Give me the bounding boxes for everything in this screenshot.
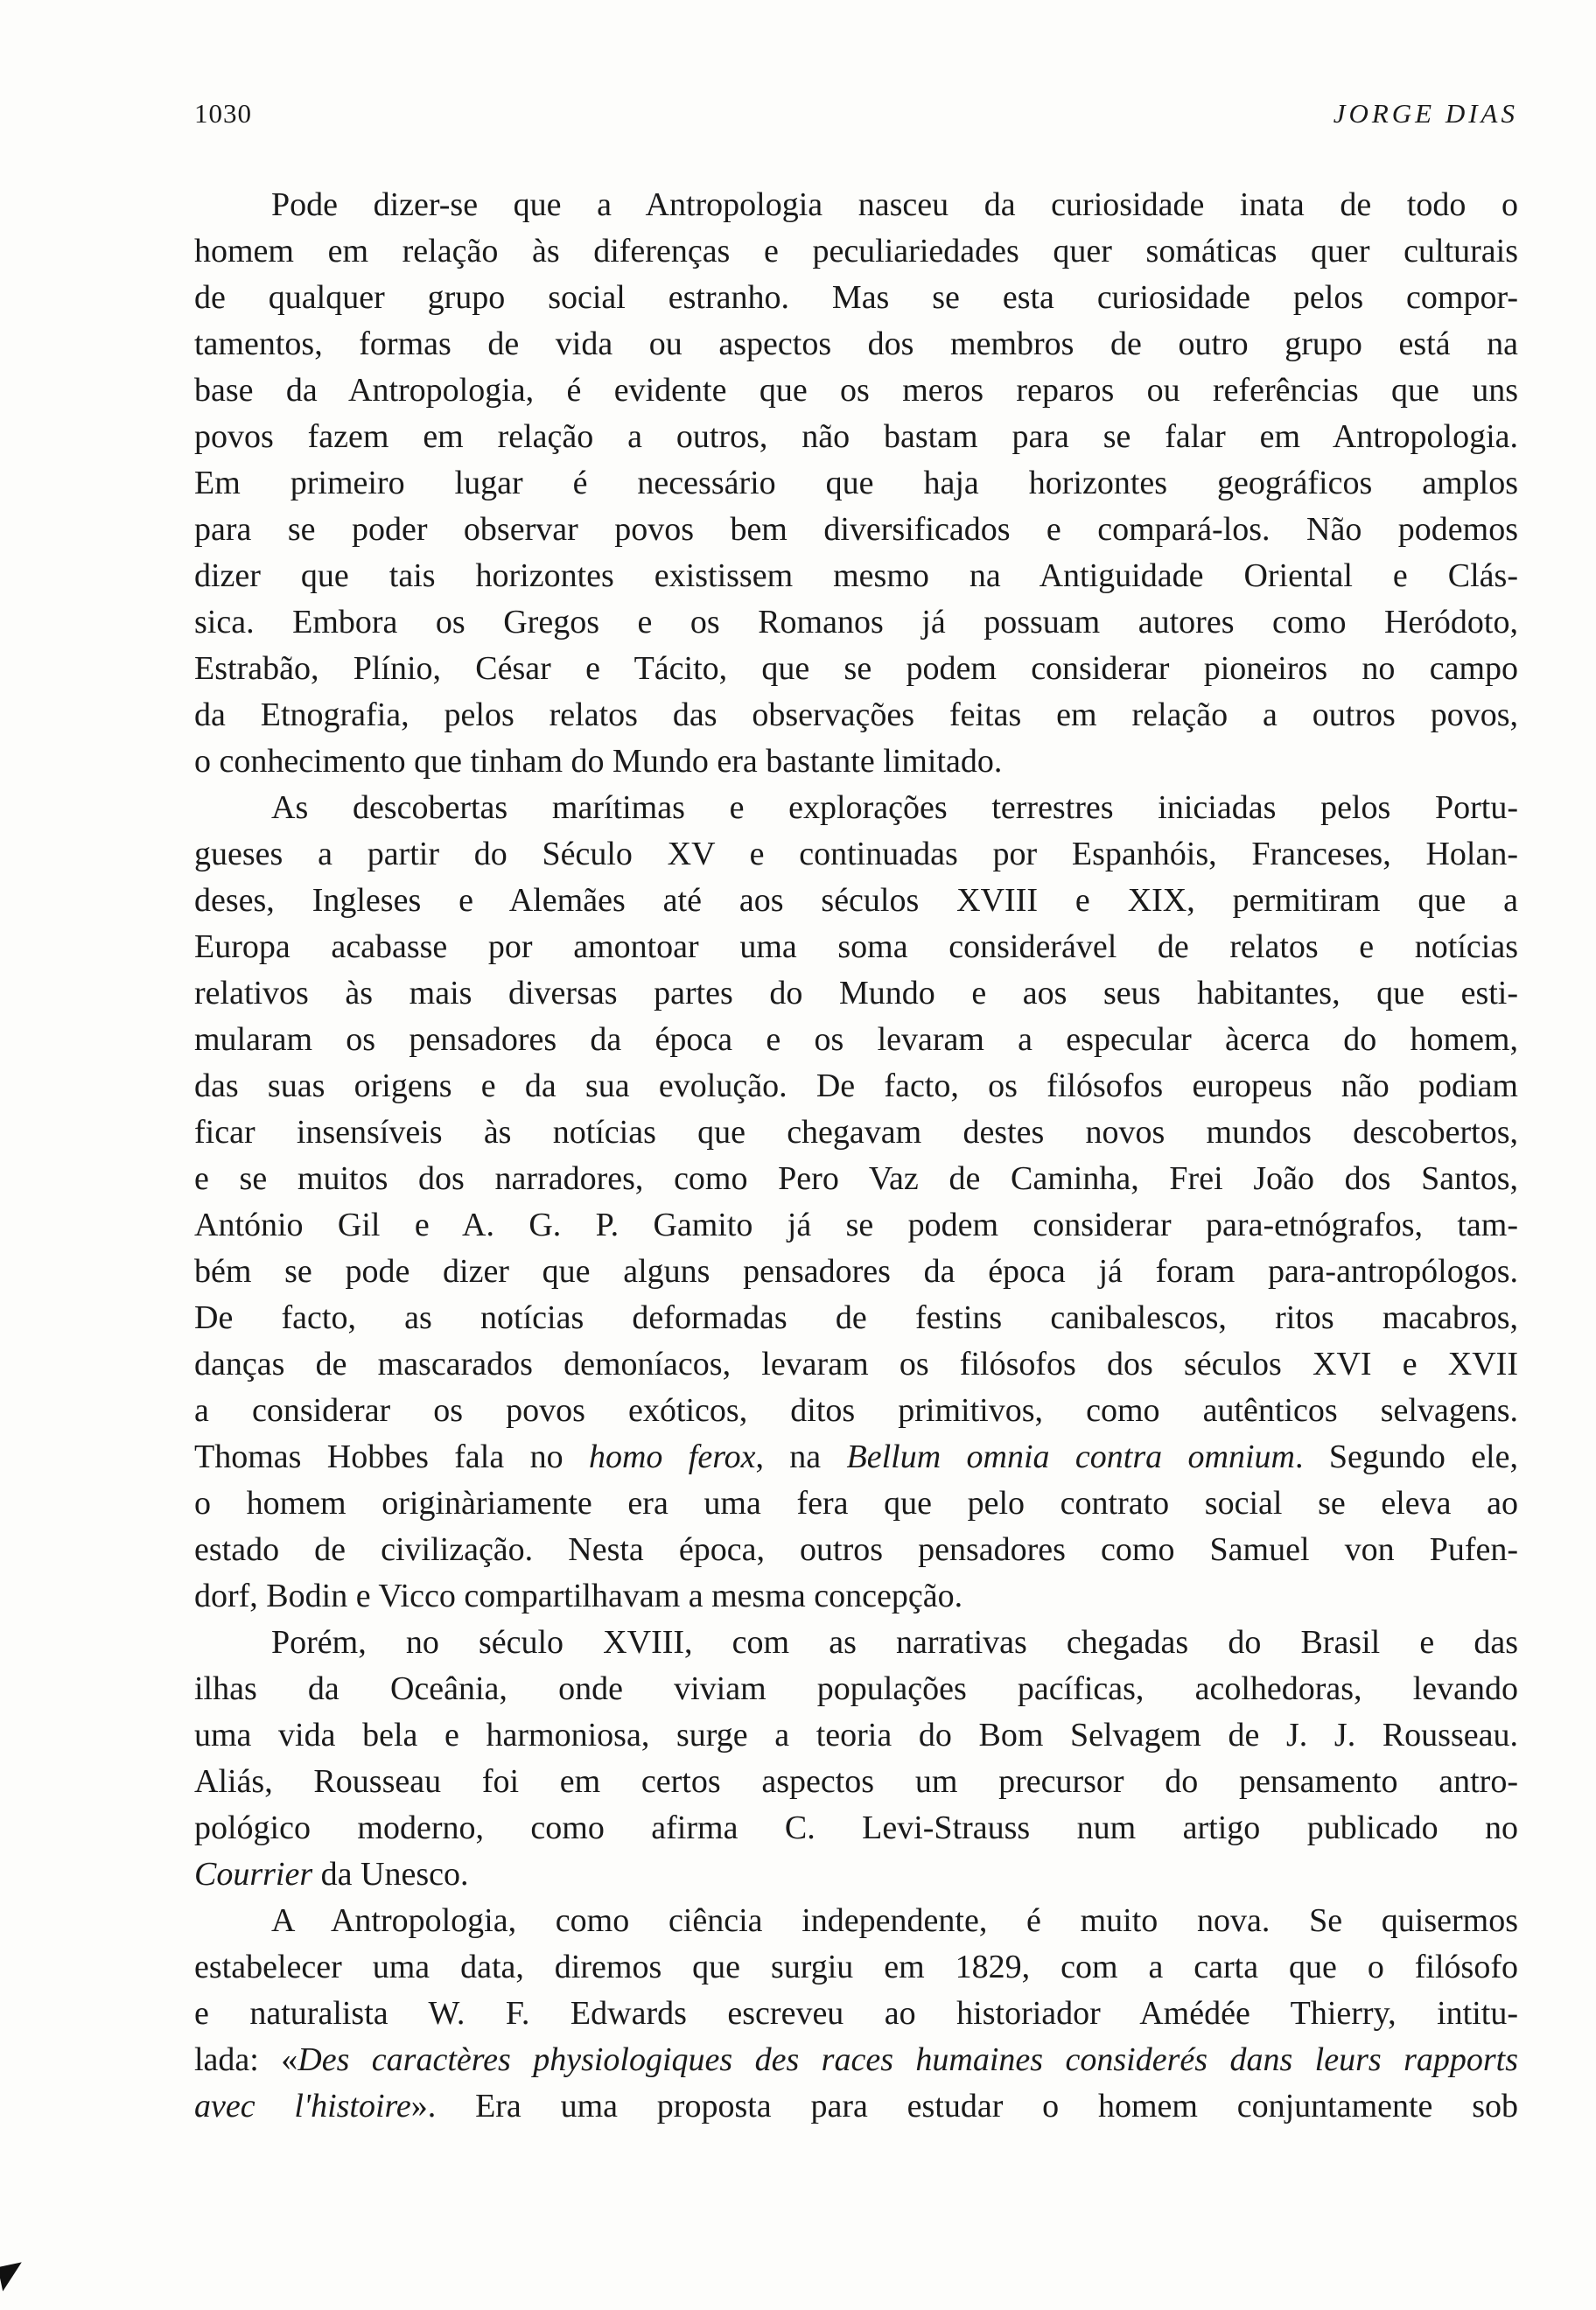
paragraph-2-line: o homem originàriamente era uma fera que pelo contrato social se eleva ao [194,1485,1518,1522]
courrier-text: da Unesco. [312,1856,469,1893]
paragraph-3-line: Porém, no século XVIII, com as narrativas chegadas do Brasil e das [271,1624,1518,1661]
paragraph-4-line: A Antropologia, como ciência independente, é muito nova. Se quisermos [271,1902,1518,1939]
paragraph-3-line: ilhas da Oceânia, onde viviam populações pacíficas, acolhedoras, levando [194,1670,1518,1707]
hobbes-text: , na [755,1438,847,1475]
paragraph-3-line: uma vida bela e harmoniosa, surge a teoria do Bom Selvagem de J. J. Rousseau. [194,1717,1518,1754]
paragraph-2-line: a considerar os povos exóticos, ditos primitivos, como autênticos selvagens. [194,1392,1518,1429]
paragraph-4-line-title-end [194,2083,1518,2130]
title-suffix: ». Era uma proposta para estudar o homem conjuntamente sob [410,2088,1518,2124]
paragraph-1-line: povos fazem em relação a outros, não bastam para se falar em Antropologia. [194,418,1518,455]
paragraph-4-line-title [194,2037,1518,2083]
paragraph-1-line: o conhecimento que tinham do Mundo era bastante limitado. [194,743,1003,780]
paragraph-1-line: para se poder observar povos bem diversificados e compará-los. Não podemos [194,511,1518,548]
paragraph-2-line: e se muitos dos narradores, como Pero Vaz de Caminha, Frei João dos Santos, [194,1160,1518,1197]
paragraph-4-line: estabelecer uma data, diremos que surgiu em 1829, com a carta que o filósofo [194,1949,1518,1985]
paragraph-4-line: e naturalista W. F. Edwards escreveu ao historiador Amédée Thierry, intitu- [194,1995,1518,2032]
italic-courrier: Courrier [194,1856,313,1893]
paragraph-2-line: Europa acabasse por amontoar uma soma considerável de relatos e notícias [194,928,1518,965]
hobbes-text: . Segundo ele, [1294,1438,1518,1475]
paragraph-2-line: mularam os pensadores da época e os levaram a especular àcerca do homem, [194,1021,1518,1058]
paragraph-1-line: de qualquer grupo social estranho. Mas se esta curiosidade pelos compor- [194,279,1518,316]
italic-book-title: Des caractères physiologiques des races humaines considerés dans leurs rapports [298,2041,1518,2078]
paragraph-2-line: relativos às mais diversas partes do Mundo e aos seus habitantes, que esti- [194,975,1518,1012]
paragraph-2-line: bém se pode dizer que alguns pensadores da época já foram para-antropólogos. [194,1253,1518,1290]
paragraph-2-line: António Gil e A. G. P. Gamito já se podem considerar para-etnógrafos, tam- [194,1207,1518,1243]
paragraph-2-line: das suas origens e da sua evolução. De facto, os filósofos europeus não podiam [194,1068,1518,1104]
paragraph-3-line-courrier [194,1852,1518,1898]
title-prefix: lada: « [194,2041,298,2078]
paragraph-1-line: tamentos, formas de vida ou aspectos dos membros de outro grupo está na [194,326,1518,362]
italic-book-title-end: avec l'histoire [194,2088,411,2124]
paragraph-2-line-hobbes [194,1434,1518,1480]
italic-homo-ferox: homo ferox [588,1438,756,1475]
paragraph-1-line: dizer que tais horizontes existissem mesmo na Antiguidade Oriental e Clás- [194,557,1518,594]
page-header [194,98,1518,133]
italic-bellum: Bellum omnia contra omnium [846,1438,1295,1475]
paragraph-2-line: De facto, as notícias deformadas de festins canibalescos, ritos macabros, [194,1299,1518,1336]
paragraph-1-line: Pode dizer-se que a Antropologia nasceu da curiosidade inata de todo o [271,186,1518,223]
hobbes-text: Thomas Hobbes fala no [194,1438,589,1475]
paragraph-2-line: ficar insensíveis às notícias que chegavam destes novos mundos descobertos, [194,1114,1518,1151]
paragraph-1-line: base da Antropologia, é evidente que os meros reparos ou referências que uns [194,372,1518,409]
paragraph-1-line: homem em relação às diferenças e peculiariedades quer somáticas quer culturais [194,233,1518,270]
paragraph-1-line: Estrabão, Plínio, César e Tácito, que se podem considerar pioneiros no campo [194,650,1518,687]
paragraph-2-line: gueses a partir do Século XV e continuadas por Espanhóis, Franceses, Holan- [194,836,1518,872]
page-number: 1030 [194,98,252,129]
paragraph-1-line: da Etnografia, pelos relatos das observações feitas em relação a outros povos, [194,696,1518,733]
paragraph-1-line: sica. Embora os Gregos e os Romanos já possuam autores como Heródoto, [194,604,1518,640]
paragraph-2-line: dorf, Bodin e Vicco compartilhavam a mesma concepção. [194,1578,963,1614]
paragraph-3-line: pológico moderno, como afirma C. Levi-Strauss num artigo publicado no [194,1810,1518,1846]
scan-corner-mark [0,2262,27,2291]
paragraph-2-line: estado de civilização. Nesta época, outros pensadores como Samuel von Pufen- [194,1531,1518,1568]
paragraph-2-line: As descobertas marítimas e explorações terrestres iniciadas pelos Portu- [271,789,1518,826]
running-head: JORGE DIAS [1333,98,1518,129]
paragraph-3-line: Aliás, Rousseau foi em certos aspectos um precursor do pensamento antro- [194,1763,1518,1800]
paragraph-2-line: danças de mascarados demoníacos, levaram os filósofos dos séculos XVI e XVII [194,1346,1518,1382]
paragraph-2-line: deses, Ingleses e Alemães até aos séculos XVIII e XIX, permitiram que a [194,882,1518,919]
body-text [194,182,1518,2130]
paragraph-1-line: Em primeiro lugar é necessário que haja horizontes geográficos amplos [194,465,1518,501]
